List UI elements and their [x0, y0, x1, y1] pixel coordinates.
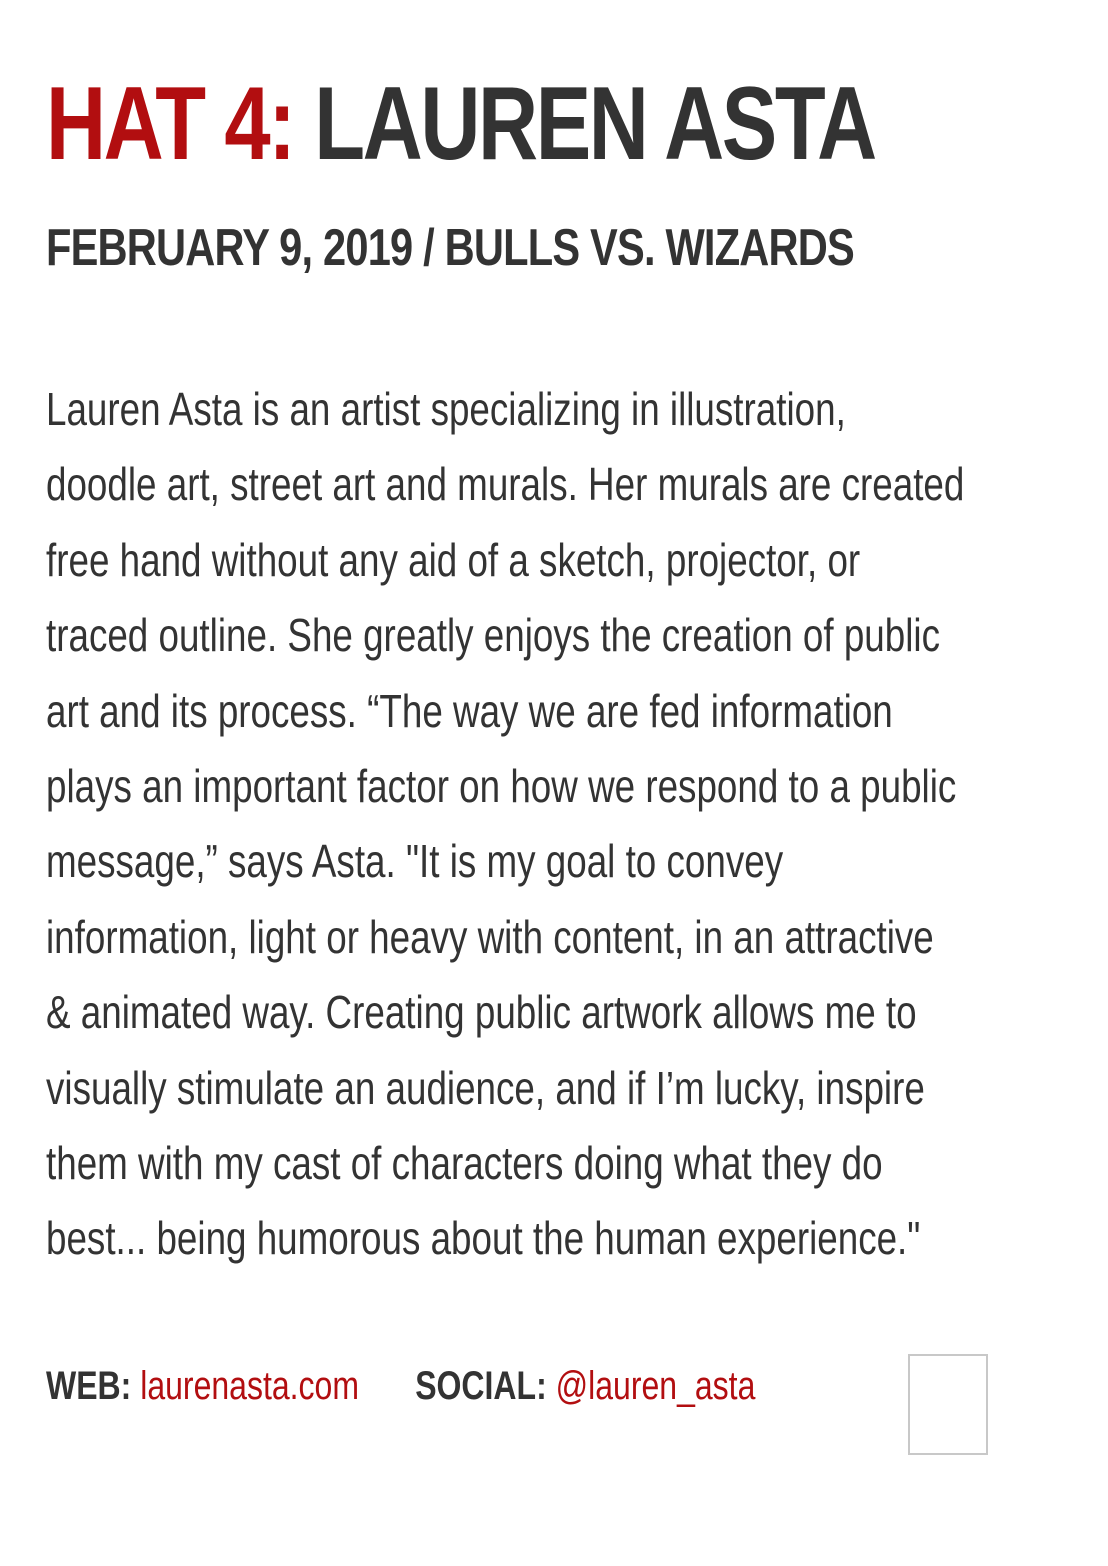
event-subtitle: FEBRUARY 9, 2019 / BULLS VS. WIZARDS: [46, 219, 854, 277]
bio-line: art and its process. “The way we are fed information: [46, 684, 893, 737]
artist-name: LAUREN ASTA: [314, 66, 875, 182]
contact-links: [46, 1366, 755, 1406]
checkbox[interactable]: [908, 1354, 988, 1455]
page-title: [46, 66, 875, 182]
bio-line: & animated way. Creating public artwork allows me to: [46, 986, 917, 1039]
bio-line: best... being humorous about the human experience.": [46, 1212, 921, 1265]
bio-line: free hand without any aid of a sketch, projector, or: [46, 533, 861, 586]
web-label: WEB:: [46, 1364, 132, 1408]
bio-line: traced outline. She greatly enjoys the creation of public: [46, 609, 940, 662]
bio-line: plays an important factor on how we respond to a public: [46, 760, 957, 813]
title-prefix: HAT 4:: [46, 66, 294, 182]
bio-line: Lauren Asta is an artist specializing in illustration,: [46, 383, 846, 435]
bio-line: information, light or heavy with content, in an attractive: [46, 910, 934, 963]
artist-bio: [46, 372, 1078, 1277]
bio-line: message,” says Asta. "It is my goal to convey: [46, 835, 784, 888]
social-link[interactable]: @lauren_asta: [555, 1364, 756, 1408]
bio-line: doodle art, street art and murals. Her murals are created: [46, 458, 965, 511]
bio-line: visually stimulate an audience, and if I’m lucky, inspire: [46, 1061, 925, 1114]
social-label: SOCIAL:: [415, 1364, 547, 1408]
web-link[interactable]: laurenasta.com: [140, 1364, 359, 1408]
bio-line: them with my cast of characters doing what they do: [46, 1137, 883, 1190]
